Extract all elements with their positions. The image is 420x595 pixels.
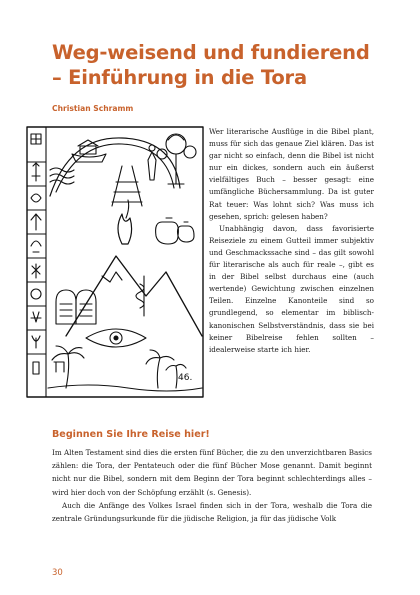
- section-heading: Beginnen Sie Ihre Reise hier!: [52, 429, 210, 440]
- article-title: Weg-weisend und fundierend – Einführung in die Tora: [52, 41, 370, 89]
- section-paragraph-1: Im Alten Testament sind dies die ersten fünf Bücher, die zu den unverzichtbaren Basics zählen: die Tora, der Pentateuch oder die fünf Bücher Mose genannt. Damit beginnt nicht nur die Bibel, sondern mit dem Beginn der Tora beginnt schlechterdings alles – wird hier doch von der Schöpfung erzählt (s. Genesis).: [52, 448, 372, 497]
- section-paragraph-2: Auch die Anfänge des Volkes Israel finden sich in der Tora, weshalb die Tora die zentrale Gründungsurkunde für die jüdische Religion, ja für das jüdische Volk: [52, 500, 372, 524]
- torah-illustration: [26, 126, 204, 398]
- page-number: 30: [52, 568, 63, 578]
- author-name: Christian Schramm: [52, 104, 134, 113]
- section-body: [52, 446, 372, 525]
- intro-paragraph-1: Wer literarische Ausflüge in die Bibel plant, muss für sich das genaue Ziel klären. Das ist gar nicht so einfach, denn die Bibel ist nicht nur ein dickes, sondern auch ein äußerst vielfältiges Buch – besser gesagt: eine umfängliche Büchersammlung. Da ist guter Rat teuer: Was lohnt sich? Was muss ich gesehen, sprich: gelesen haben?: [209, 127, 374, 221]
- illustration-signature: 46.: [178, 373, 193, 383]
- intro-column: [209, 126, 374, 356]
- intro-paragraph-2: Unabhängig davon, dass favorisierte Reiseziele zu einem Gutteil immer subjektiv und Geschmackssache sind – das gilt sowohl für literarische als auch für reale –, gibt es in der Bibel selbst durchaus eine (auch wertende) Gewichtung zwischen einzelnen Teilen. Einzelne Kanonteile sind so grundlegend, so elementar im biblisch-kanonischen Selbstverständnis, dass sie bei keiner Bibelreise fehlen sollten – idealerweise starte ich hier.: [209, 223, 374, 354]
